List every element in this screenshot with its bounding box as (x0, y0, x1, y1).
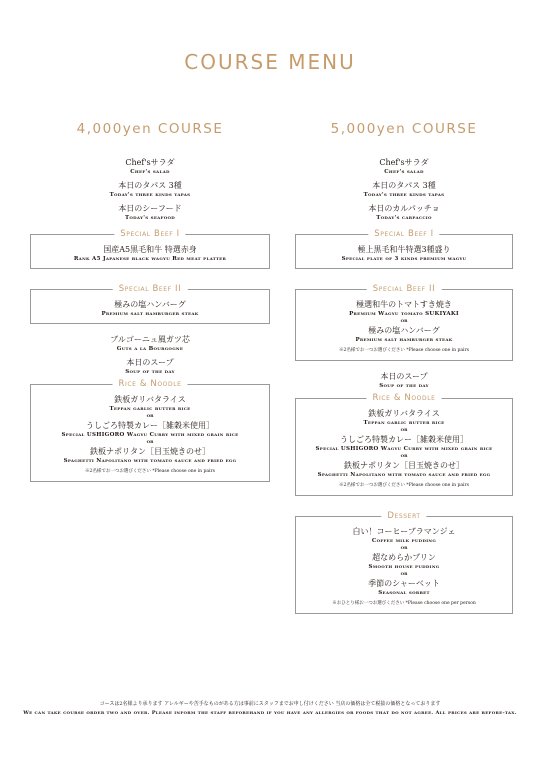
item-jp: 本日のスープ (380, 372, 428, 381)
item-en: Spaghetti Napolitano with tomato sauce and fried egg (317, 472, 491, 478)
choice-note: ※2名様でお一つお選びください *Please choose one in pairs (85, 469, 215, 474)
or-divider: or (146, 413, 154, 419)
special-beef-2-box (295, 284, 513, 361)
item-en: Today's three kinds tapas (109, 192, 191, 198)
item-en: Special USHIGORO Wagyu Curry with mixed grain rice (315, 446, 493, 452)
menu-item (30, 180, 270, 199)
menu-item (35, 244, 265, 263)
section-label: Special Beef II (367, 283, 442, 295)
menu-item (295, 203, 513, 222)
menu-item (35, 420, 265, 439)
course-5000-heading: 5,000yen COURSE (330, 121, 478, 137)
section-label: Rice & Noodle (112, 378, 187, 390)
item-jp: 極上黒毛和牛特選3種盛り (357, 245, 451, 254)
menu-item (300, 434, 508, 453)
section-label: Special Beef I (368, 228, 439, 240)
course-4000-heading: 4,000yen COURSE (76, 121, 224, 137)
item-en: Soup of the day (125, 369, 175, 375)
choice-note: ※おひとり様お一つお選びください *Please choose one per person (332, 601, 476, 606)
item-jp: 鉄板ナポリタン［目玉焼きのせ］ (344, 461, 464, 470)
special-beef-1-box (30, 229, 270, 269)
item-en: Special USHIGORO Wagyu Curry with mixed grain rice (61, 432, 239, 438)
item-jp: 鉄板ガリバタライス (114, 395, 186, 404)
item-jp: 超なめらかプリン (372, 553, 436, 562)
item-jp: うしごろ特製カレー［雑穀米使用］ (340, 435, 468, 444)
or-divider: or (146, 439, 154, 445)
item-jp: ブルゴーニュ風ガツ芯 (110, 335, 190, 344)
menu-item (35, 299, 265, 318)
special-beef-2-box (30, 284, 270, 324)
section-label: Rice & Noodle (366, 392, 441, 404)
choice-note: ※2名様でお一つお選びください *Please choose one in pairs (339, 348, 469, 353)
menu-item (300, 552, 508, 571)
special-beef-1-box (295, 229, 513, 269)
item-jp: 極選和牛のトマトすき焼き (356, 300, 452, 309)
item-en: Chef's salad (384, 169, 424, 175)
or-divider: or (400, 318, 408, 324)
menu-item (300, 460, 508, 479)
item-en: Teppan garlic butter rice (363, 420, 445, 426)
rice-noodle-box (30, 379, 270, 482)
item-en: Rank A5 Japanese black wagyu Red meat platter (73, 256, 227, 262)
item-jp: 季節のシャーベット (368, 579, 440, 588)
footer-en: We can take course order two and over. Please inform the staff beforehand if you have any allergies or foods that do not agree. All prices are before-tax. (23, 710, 517, 716)
item-en: Coffee milk pudding (371, 538, 437, 544)
menu-item (35, 394, 265, 413)
menu-item (300, 408, 508, 427)
item-jp: 極みの塩ハンバーグ (114, 300, 186, 309)
menu-item (35, 446, 265, 465)
item-en: Premium Wagyu tomato SUKIYAKI (349, 311, 459, 317)
footer-notes (0, 700, 540, 718)
menu-item (30, 357, 270, 376)
choice-note: ※2名様でお一つお選びください *Please choose one in pairs (339, 483, 469, 488)
item-jp: 本日のタパス 3種 (118, 181, 182, 190)
page-title: COURSE MENU (184, 50, 356, 74)
menu-item (300, 578, 508, 597)
item-jp: 極みの塩ハンバーグ (368, 326, 440, 335)
or-divider: or (400, 571, 408, 577)
item-en: Spaghetti Napolitano with tomato sauce and fried egg (63, 458, 237, 464)
menu-item (295, 180, 513, 199)
item-en: Teppan garlic butter rice (109, 406, 191, 412)
menu-item (300, 299, 508, 318)
item-en: Premium salt hamburger steak (101, 311, 199, 317)
item-jp: 本日のシーフード (118, 204, 182, 213)
item-jp: 本日のカルパッチョ (368, 204, 440, 213)
rice-noodle-box (295, 393, 513, 496)
item-jp: うしごろ特製カレー［雑穀米使用］ (86, 421, 214, 430)
item-en: Special plate of 3 kinds premium wagyu (341, 256, 467, 262)
menu-item (300, 325, 508, 344)
item-en: Guts a la Bourgogne (116, 346, 184, 352)
footer-jp: コースは2名様より承ります アレルギーや苦手なものがある方は事前にスタッフまでお申し付けください 当店の価格は全て税抜の価格となっております (99, 701, 441, 707)
or-divider: or (400, 427, 408, 433)
menu-item (300, 244, 508, 263)
dessert-box (295, 511, 513, 614)
item-jp: 鉄板ナポリタン［目玉焼きのせ］ (90, 447, 210, 456)
menu-item (295, 371, 513, 390)
item-en: Seasonal sorbet (378, 590, 430, 596)
item-jp: 白い！コーヒーブラマンジェ (352, 527, 456, 536)
item-jp: Chef'sサラダ (379, 158, 429, 167)
item-en: Chef's salad (130, 169, 170, 175)
menu-item (300, 526, 508, 545)
item-en: Today's carpaccio (376, 215, 432, 221)
menu-item (30, 157, 270, 176)
section-label: Special Beef II (113, 283, 188, 295)
item-en: Soup of the day (379, 383, 429, 389)
course-5000 (295, 118, 513, 622)
item-en: Premium salt hamburger steak (355, 337, 453, 343)
item-jp: 国産A5黒毛和牛 特選赤身 (103, 245, 197, 254)
or-divider: or (400, 545, 408, 551)
item-jp: 本日のタパス 3種 (372, 181, 436, 190)
item-jp: Chef'sサラダ (125, 158, 175, 167)
section-label: Special Beef I (114, 228, 185, 240)
menu-item (30, 334, 270, 353)
item-en: Smooth house pudding (368, 564, 440, 570)
item-en: Today's three kinds tapas (363, 192, 445, 198)
menu-item (30, 203, 270, 222)
or-divider: or (400, 453, 408, 459)
course-4000 (30, 118, 270, 490)
menu-item (295, 157, 513, 176)
item-jp: 鉄板ガリバタライス (368, 409, 440, 418)
item-en: Today's seafood (124, 215, 176, 221)
item-jp: 本日のスープ (126, 358, 174, 367)
section-label: Dessert (381, 510, 426, 522)
